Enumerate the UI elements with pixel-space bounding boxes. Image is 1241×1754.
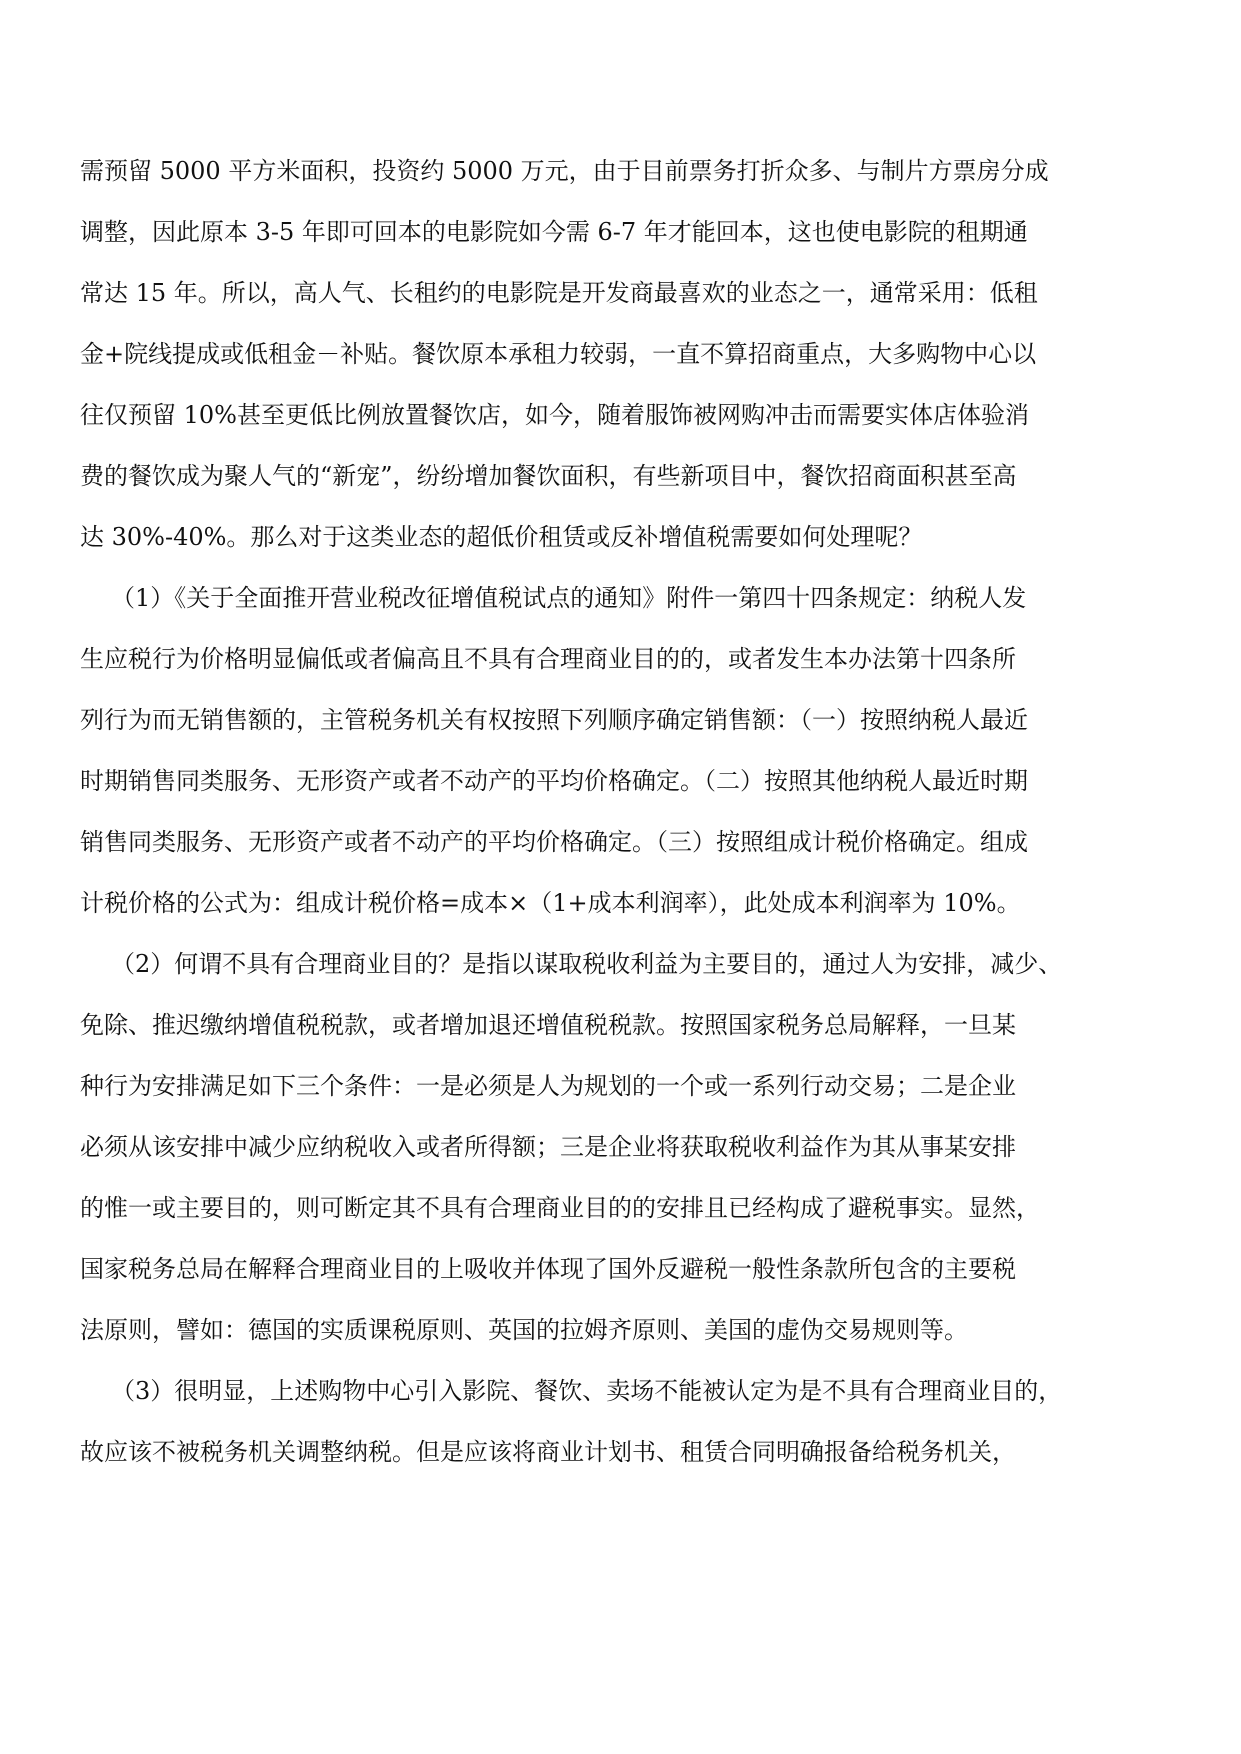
text-line: [0, 1127, 1241, 1167]
text-line-content: 时期销售同类服务、无形资产或者不动产的平均价格确定。（二）按照其他纳税人最近时期: [80, 767, 1028, 795]
text-line-content: 金+院线提成或低租金－补贴。餐饮原本承租力较弱，一直不算招商重点，大多购物中心以: [80, 340, 1037, 368]
text-line: [0, 517, 1241, 557]
text-line-content: 费的餐饮成为聚人气的“新宠”，纷纷增加餐饮面积，有些新项目中，餐饮招商面积甚至高: [80, 462, 1017, 490]
text-line-content: 销售同类服务、无形资产或者不动产的平均价格确定。（三）按照组成计税价格确定。组成: [80, 828, 1028, 856]
text-line: [0, 822, 1241, 862]
text-line: [0, 334, 1241, 374]
text-line-content: （1）《关于全面推开营业税改征增值税试点的通知》附件一第四十四条规定：纳税人发: [111, 584, 1027, 612]
text-line-content: 的惟一或主要目的，则可断定其不具有合理商业目的的安排且已经构成了避税事实。显然，: [80, 1194, 1040, 1222]
text-line: [0, 1005, 1241, 1045]
text-line: [0, 1066, 1241, 1106]
text-line: [0, 883, 1241, 923]
text-line: [0, 1310, 1241, 1350]
text-line: [0, 1249, 1241, 1289]
text-line-content: 调整，因此原本 3-5 年即可回本的电影院如今需 6-7 年才能回本，这也使电影院的租期通: [80, 218, 1028, 246]
text-line-content: 往仅预留 10%甚至更低比例放置餐饮店，如今，随着服饰被网购冲击而需要实体店体验消: [80, 401, 1029, 429]
text-line-content: 国家税务总局在解释合理商业目的上吸收并体现了国外反避税一般性条款所包含的主要税: [80, 1255, 1016, 1283]
text-line-content: 达 30%-40%。那么对于这类业态的超低价租赁或反补增值税需要如何处理呢？: [80, 523, 923, 551]
text-line: [0, 1188, 1241, 1228]
paragraph-first-line: [0, 578, 1241, 618]
text-line-content: 需预留 5000 平方米面积，投资约 5000 万元，由于目前票务打折众多、与制片方票房分成: [80, 157, 1049, 185]
text-line: [0, 151, 1241, 191]
text-line-content: 故应该不被税务机关调整纳税。但是应该将商业计划书、租赁合同明确报备给税务机关，: [80, 1438, 1016, 1466]
text-line: [0, 395, 1241, 435]
text-line: [0, 639, 1241, 679]
text-line-content: 生应税行为价格明显偏低或者偏高且不具有合理商业目的的，或者发生本办法第十四条所: [80, 645, 1016, 673]
text-line-content: 常达 15 年。所以，高人气、长租约的电影院是开发商最喜欢的业态之一，通常采用：低租: [80, 279, 1038, 307]
text-line: [0, 700, 1241, 740]
text-line-content: （3）很明显，上述购物中心引入影院、餐饮、卖场不能被认定为是不具有合理商业目的，: [111, 1377, 1063, 1405]
text-line: [0, 273, 1241, 313]
text-line-content: 列行为而无销售额的，主管税务机关有权按照下列顺序确定销售额：（一）按照纳税人最近: [80, 706, 1028, 734]
paragraph-first-line: [0, 1371, 1241, 1411]
text-line-content: 计税价格的公式为：组成计税价格=成本×（1+成本利润率），此处成本利润率为 10%。: [80, 889, 1021, 917]
text-line: [0, 212, 1241, 252]
paragraph-first-line: [0, 944, 1241, 984]
text-line-content: 必须从该安排中减少应纳税收入或者所得额；三是企业将获取税收利益作为其从事某安排: [80, 1133, 1016, 1161]
text-line-content: （2）何谓不具有合理商业目的？是指以谋取税收利益为主要目的，通过人为安排，减少、: [111, 950, 1063, 978]
text-line: [0, 456, 1241, 496]
text-line: [0, 761, 1241, 801]
text-line-content: 免除、推迟缴纳增值税税款，或者增加退还增值税税款。按照国家税务总局解释，一旦某: [80, 1011, 1016, 1039]
text-line-content: 种行为安排满足如下三个条件：一是必须是人为规划的一个或一系列行动交易；二是企业: [80, 1072, 1016, 1100]
text-line-content: 法原则，譬如：德国的实质课税原则、英国的拉姆齐原则、美国的虚伪交易规则等。: [80, 1316, 968, 1344]
text-line: [0, 1432, 1241, 1472]
